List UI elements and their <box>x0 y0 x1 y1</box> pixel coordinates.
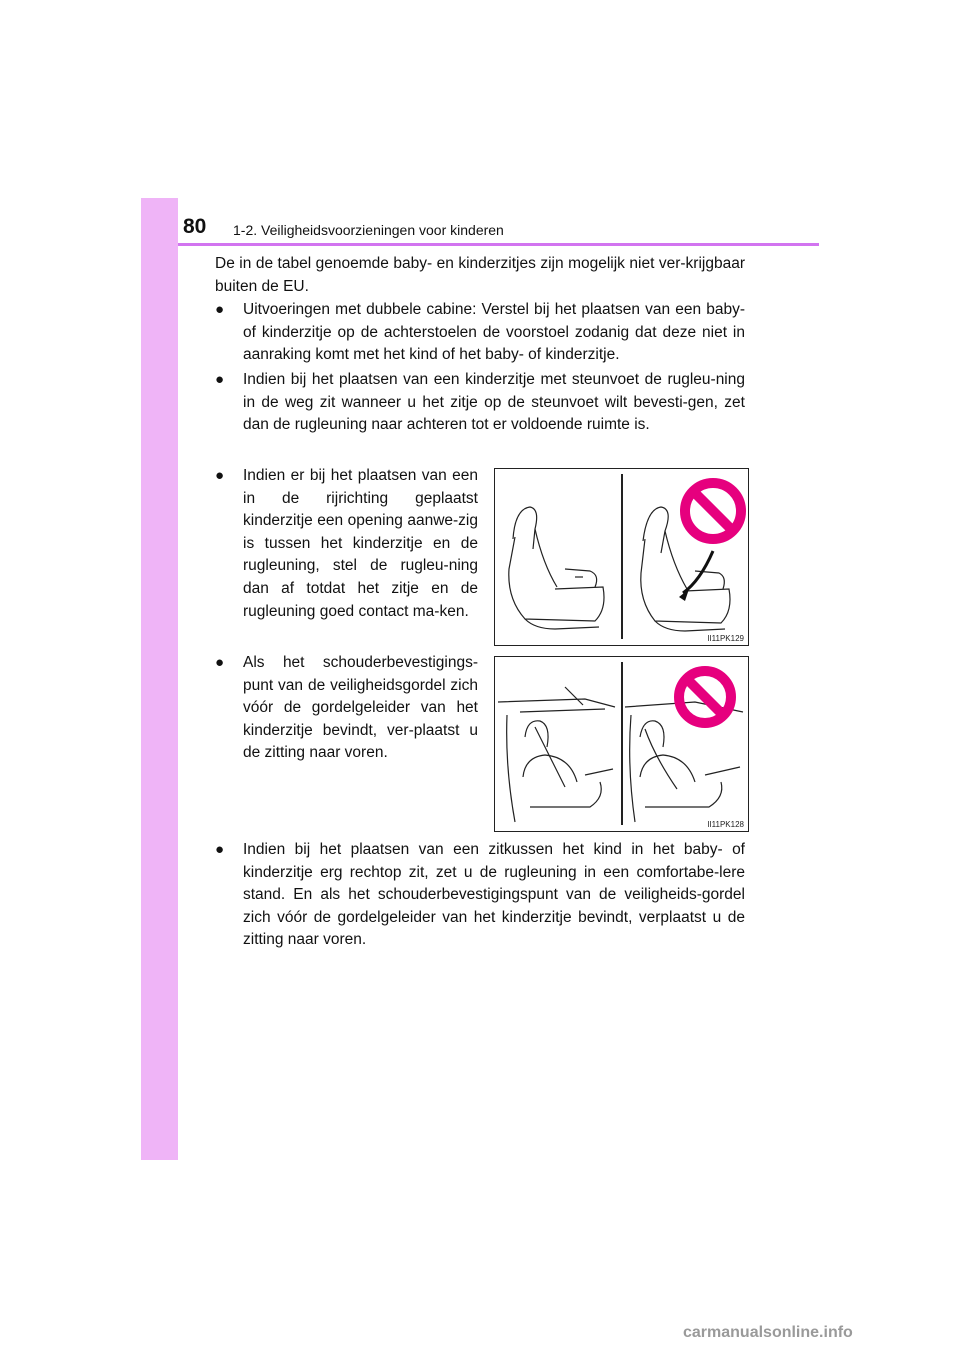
illustration-shoulder-belt <box>494 656 749 832</box>
shoulder-belt-drawing <box>495 657 748 831</box>
illustration-seat-gap <box>494 468 749 646</box>
bullet-text: Uitvoeringen met dubbele cabine: Verstel bij het plaatsen van een baby- of kinderzitje op de achterstoelen de voorstoel zodanig dat deze niet in aanraking komt met het kind of het baby- of kinderzitje. <box>243 301 745 364</box>
bullet-dot-icon: ● <box>215 371 225 388</box>
page-number: 80 <box>183 215 207 238</box>
child-seat-correct <box>509 507 604 629</box>
bullet-dot-icon: ● <box>215 654 225 671</box>
bullet-dot-icon: ● <box>215 301 225 318</box>
bullet-item <box>215 299 745 367</box>
figure-code: II11PK129 <box>707 634 744 643</box>
bullet-text: Indien bij het plaatsen van een kinderzitje met steunvoet de rugleu-ning in de weg zit wanneer u het zitje op de steunvoet wilt bevesti-gen, zet dan de rugleuning naar achteren tot er voldoende ruimte is. <box>243 371 745 434</box>
bullet-dot-icon: ● <box>215 467 225 484</box>
watermark: carmanualsonline.info <box>683 1324 853 1341</box>
figure-code: II11PK128 <box>707 820 744 829</box>
bullet-text: Indien er bij het plaatsen van een in de rijrichting geplaatst kinderzitje een opening aanwe-zig is tussen het kinderzitje en de rugleuning, stel de rugleu-ning dan af totdat het zitje en de rugleuning goed contact ma-ken. <box>243 467 478 620</box>
bullet-item <box>215 465 478 623</box>
bullet-text: Als het schouderbevestigings-punt van de veiligheidsgordel zich vóór de gordelgeleider van het kinderzitje bevindt, ver-plaatst u de zitting naar voren. <box>243 654 478 762</box>
bullet-item <box>215 369 745 437</box>
section-title: 1-2. Veiligheidsvoorzieningen voor kinderen <box>233 222 504 238</box>
bullet-dot-icon: ● <box>215 841 225 858</box>
section-sidebar-tab <box>141 198 178 1160</box>
header-rule <box>178 243 819 246</box>
bullet-item <box>215 839 745 952</box>
bullet-item <box>215 652 478 765</box>
intro-paragraph: De in de tabel genoemde baby- en kinderzitjes zijn mogelijk niet ver-krijgbaar buiten de EU. <box>215 255 745 295</box>
seat-gap-drawing <box>495 469 748 645</box>
bullet-text: Indien bij het plaatsen van een zitkussen het kind in het baby- of kinderzitje erg rechtop zit, zet u de rugleuning in een comfortabe-lere stand. En als het schouderbevestigingspunt van de veiligheids-gordel zich vóór de gordelgeleider van het kinderzitje bevindt, verplaatst u de zitting naar voren. <box>243 841 745 949</box>
car-interior-correct <box>498 687 615 822</box>
